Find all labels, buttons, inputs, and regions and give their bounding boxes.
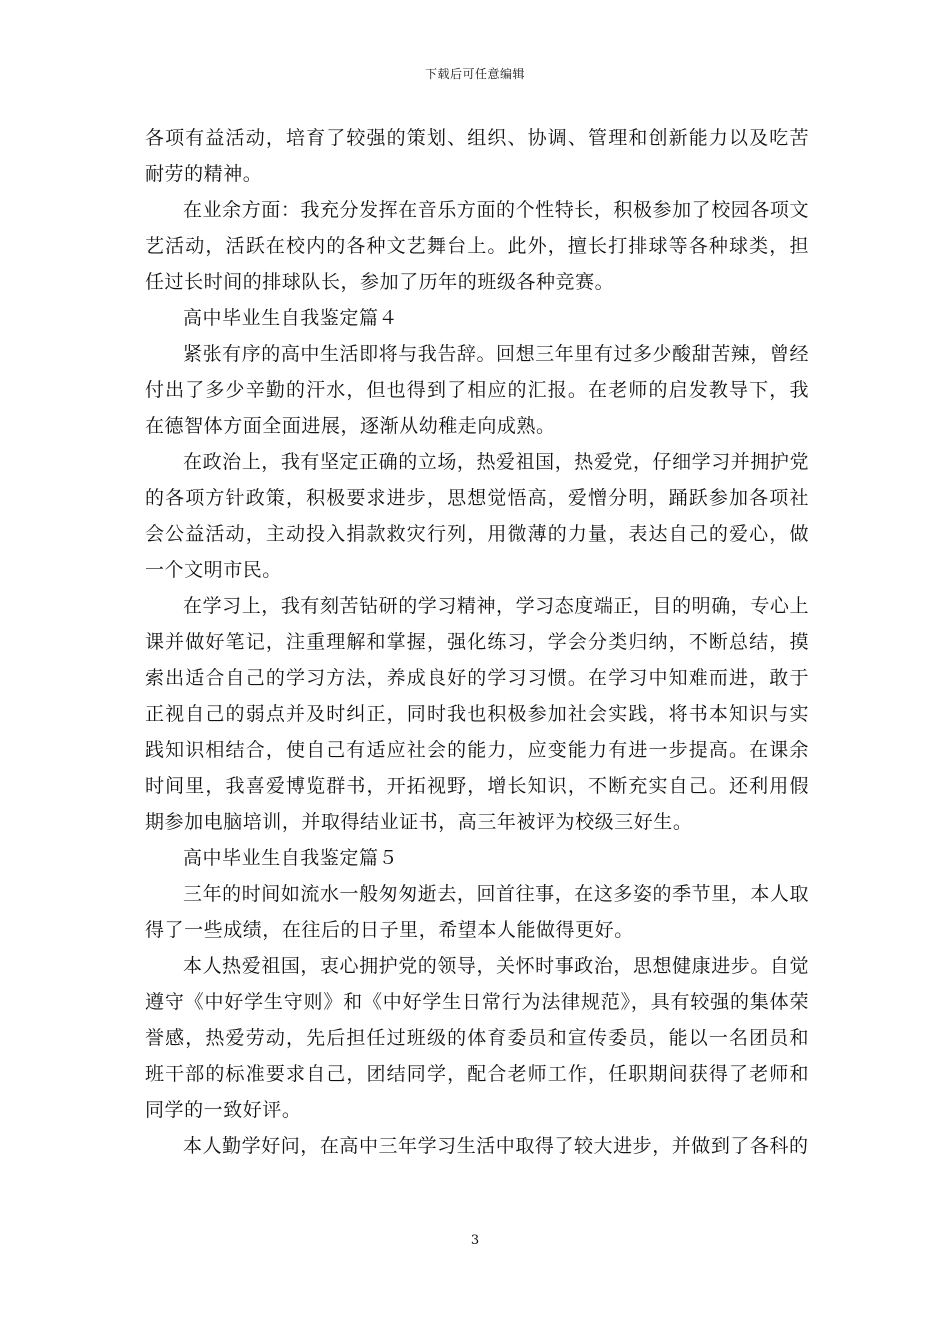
section-heading-5: 高中毕业生自我鉴定篇５	[183, 847, 399, 869]
paragraph-2: 在业余方面：我充分发挥在音乐方面的个性特长，积极参加了校园各项文艺活动，活跃在校内的各种文艺舞台上。此外，擅长打排球等各种球类，担任过长时间的排球队长，参加了历年的班级各种竞赛。	[145, 199, 809, 293]
page-number: 3	[470, 1233, 480, 1248]
paragraph-6: 三年的时间如流水一般匆匆逝去，回首往事，在这多姿的季节里，本人取得了一些成绩，在往后的日子里，希望本人能做得更好。	[145, 883, 809, 941]
page-header: 下载后可任意编辑	[424, 67, 525, 81]
document-body	[145, 120, 809, 1164]
section-heading-4: 高中毕业生自我鉴定篇４	[183, 307, 399, 329]
paragraph-4: 在政治上，我有坚定正确的立场，热爱祖国，热爱党，仔细学习并拥护党的各项方针政策，积极要求进步，思想觉悟高，爱憎分明，踊跃参加各项社会公益活动，主动投入捐款救灾行列，用微薄的力量，表达自己的爱心，做一个文明市民。	[145, 451, 809, 581]
paragraph-3: 紧张有序的高中生活即将与我告辞。回想三年里有过多少酸甜苦辣，曾经付出了多少辛勤的汗水，但也得到了相应的汇报。在老师的启发教导下，我在德智体方面全面进展，逐渐从幼稚走向成熟。	[145, 343, 809, 437]
paragraph-1: 各项有益活动，培育了较强的策划、组织、协调、管理和创新能力以及吃苦耐劳的精神。	[145, 127, 809, 185]
paragraph-7: 本人热爱祖国，衷心拥护党的领导，关怀时事政治，思想健康进步。自觉遵守《中好学生守则》和《中好学生日常行为法律规范》，具有较强的集体荣誉感，热爱劳动，先后担任过班级的体育委员和宣传委员，能以一名团员和班干部的标准要求自己，团结同学，配合老师工作，任职期间获得了老师和同学的一致好评。	[145, 955, 809, 1121]
paragraph-8: 本人勤学好问，在高中三年学习生活中取得了较大进步，并做到了各科的	[183, 1135, 809, 1157]
paragraph-5: 在学习上，我有刻苦钻研的学习精神，学习态度端正，目的明确，专心上课并做好笔记，注重理解和掌握，强化练习，学会分类归纳，不断总结，摸索出适合自己的学习方法，养成良好的学习习惯。在学习中知难而进，敢于正视自己的弱点并及时纠正，同时我也积极参加社会实践，将书本知识与实践知识相结合，使自己有适应社会的能力，应变能力有进一步提高。在课余时间里，我喜爱博览群书，开拓视野，增长知识，不断充实自己。还利用假期参加电脑培训，并取得结业证书，高三年被评为校级三好生。	[145, 595, 809, 833]
